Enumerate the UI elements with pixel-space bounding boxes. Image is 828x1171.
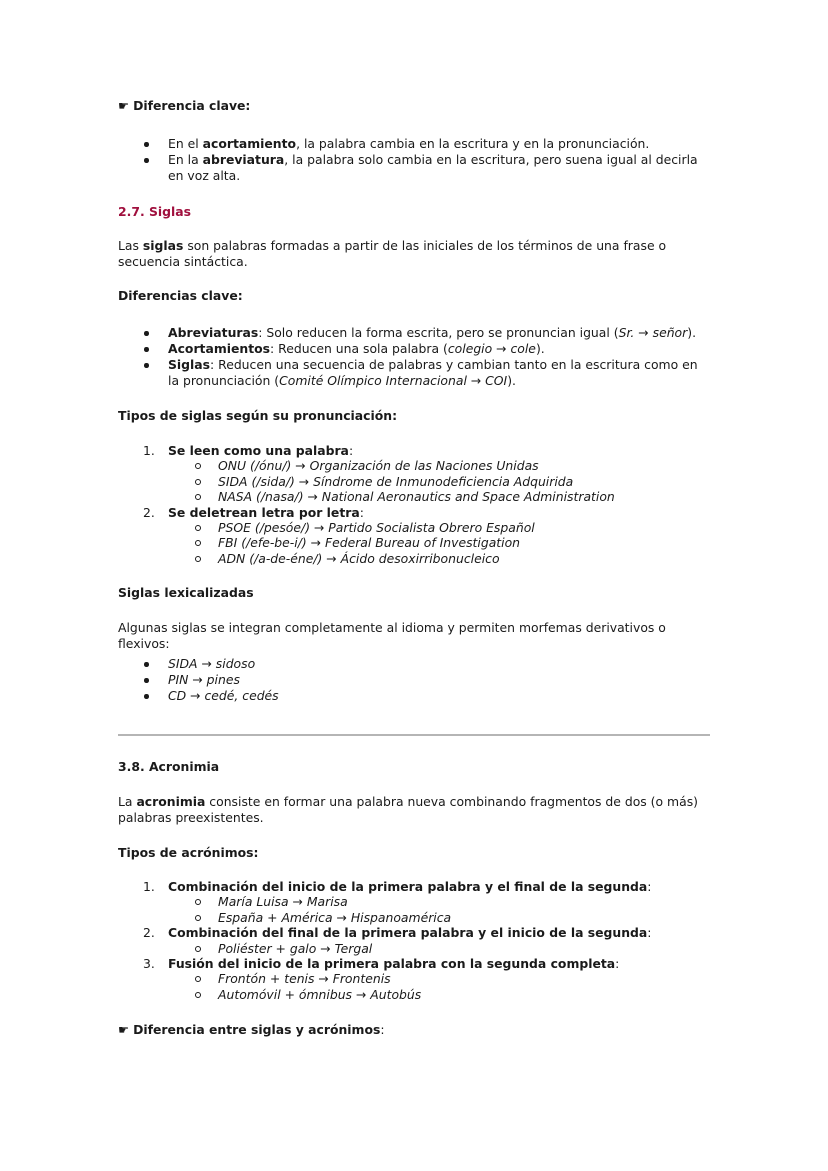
examples-list [168, 458, 710, 504]
examples-list [168, 894, 710, 925]
siglas-lexicalizadas-intro: Algunas siglas se integran completamente al idioma y permiten morfemas derivativos o flexivos: [118, 620, 666, 651]
list-item: Siglas: Reducen una secuencia de palabras y cambian tanto en la escritura como en la pronunciación (Comité Olímpico Internacional → COI). [118, 357, 710, 389]
examples-list [168, 941, 710, 956]
list-item: En el acortamiento, la palabra cambia en la escritura y en la pronunciación. [118, 136, 710, 152]
diferencia-clave-list [118, 136, 710, 184]
list-item: 1. Combinación del inicio de la primera palabra y el final de la segunda: María Luisa → Marisa España + América → Hispanoamérica [118, 879, 710, 925]
list-item: PSOE (/pesóe/) → Partido Socialista Obrero Español [168, 520, 710, 535]
section-title-siglas: 2.7. Siglas [118, 204, 191, 219]
pointing-hand-icon: ☛ [118, 98, 130, 113]
list-item: ONU (/ónu/) → Organización de las Naciones Unidas [168, 458, 710, 473]
siglas-lexicalizadas-heading: Siglas lexicalizadas [118, 585, 254, 600]
list-item: Automóvil + ómnibus → Autobús [168, 987, 710, 1002]
horizontal-divider [118, 734, 710, 736]
diferencia-clave-heading: ☛ Diferencia clave: [118, 98, 251, 113]
lexicalizadas-list [118, 656, 710, 704]
tipos-siglas-heading: Tipos de siglas según su pronunciación: [118, 408, 398, 423]
diferencias-list [118, 325, 710, 389]
section-title-acronimia: 3.8. Acronimia [118, 759, 220, 774]
list-item: Acortamientos: Reducen una sola palabra (colegio → cole). [118, 341, 710, 357]
list-item: Frontón + tenis → Frontenis [168, 971, 710, 986]
tipos-acronimos-list [118, 879, 710, 1002]
list-item: 2. Se deletrean letra por letra: PSOE (/pesóe/) → Partido Socialista Obrero Español FBI (/efe-be-i/) → Federal Bureau of Investigation ADN (/a-de-éne/) → Ácido desoxirribonucleico [118, 505, 710, 567]
list-item: PIN → pines [118, 672, 710, 688]
examples-list [168, 520, 710, 566]
list-item: ADN (/a-de-éne/) → Ácido desoxirribonucleico [168, 551, 710, 566]
list-item: María Luisa → Marisa [168, 894, 710, 909]
examples-list [168, 971, 710, 1002]
pointing-hand-icon: ☛ [118, 1022, 130, 1037]
list-item: CD → cedé, cedés [118, 688, 710, 704]
tipos-siglas-list [118, 443, 710, 566]
list-item: 3. Fusión del inicio de la primera palabra con la segunda completa: Frontón + tenis → Frontenis Automóvil + ómnibus → Autobús [118, 956, 710, 1002]
list-item: Abreviaturas: Solo reducen la forma escrita, pero se pronuncian igual (Sr. → señor). [118, 325, 710, 341]
list-item: 1. Se leen como una palabra: ONU (/ónu/) → Organización de las Naciones Unidas SIDA (/sida/) → Síndrome de Inmunodeficiencia Adquirida NASA (/nasa/) → National Aeronautics and Space Administration [118, 443, 710, 505]
acronimia-intro: La acronimia consiste en formar una palabra nueva combinando fragmentos de dos (o más) palabras preexistentes. [118, 794, 698, 825]
tipos-acronimos-heading: Tipos de acrónimos: [118, 845, 259, 860]
siglas-intro: Las siglas son palabras formadas a partir de las iniciales de los términos de una frase o secuencia sintáctica. [118, 238, 667, 269]
list-item: NASA (/nasa/) → National Aeronautics and Space Administration [168, 489, 710, 504]
list-item: En la abreviatura, la palabra solo cambia en la escritura, pero suena igual al decirla en voz alta. [118, 152, 710, 184]
diferencias-clave-heading: Diferencias clave: [118, 288, 243, 303]
list-item: SIDA → sidoso [118, 656, 710, 672]
list-item: FBI (/efe-be-i/) → Federal Bureau of Investigation [168, 535, 710, 550]
diferencia-siglas-acronimos-heading: ☛ Diferencia entre siglas y acrónimos: [118, 1022, 385, 1037]
list-item: España + América → Hispanoamérica [168, 910, 710, 925]
list-item: SIDA (/sida/) → Síndrome de Inmunodeficiencia Adquirida [168, 474, 710, 489]
list-item: 2. Combinación del final de la primera palabra y el inicio de la segunda: Poliéster + galo → Tergal [118, 925, 710, 956]
list-item: Poliéster + galo → Tergal [168, 941, 710, 956]
